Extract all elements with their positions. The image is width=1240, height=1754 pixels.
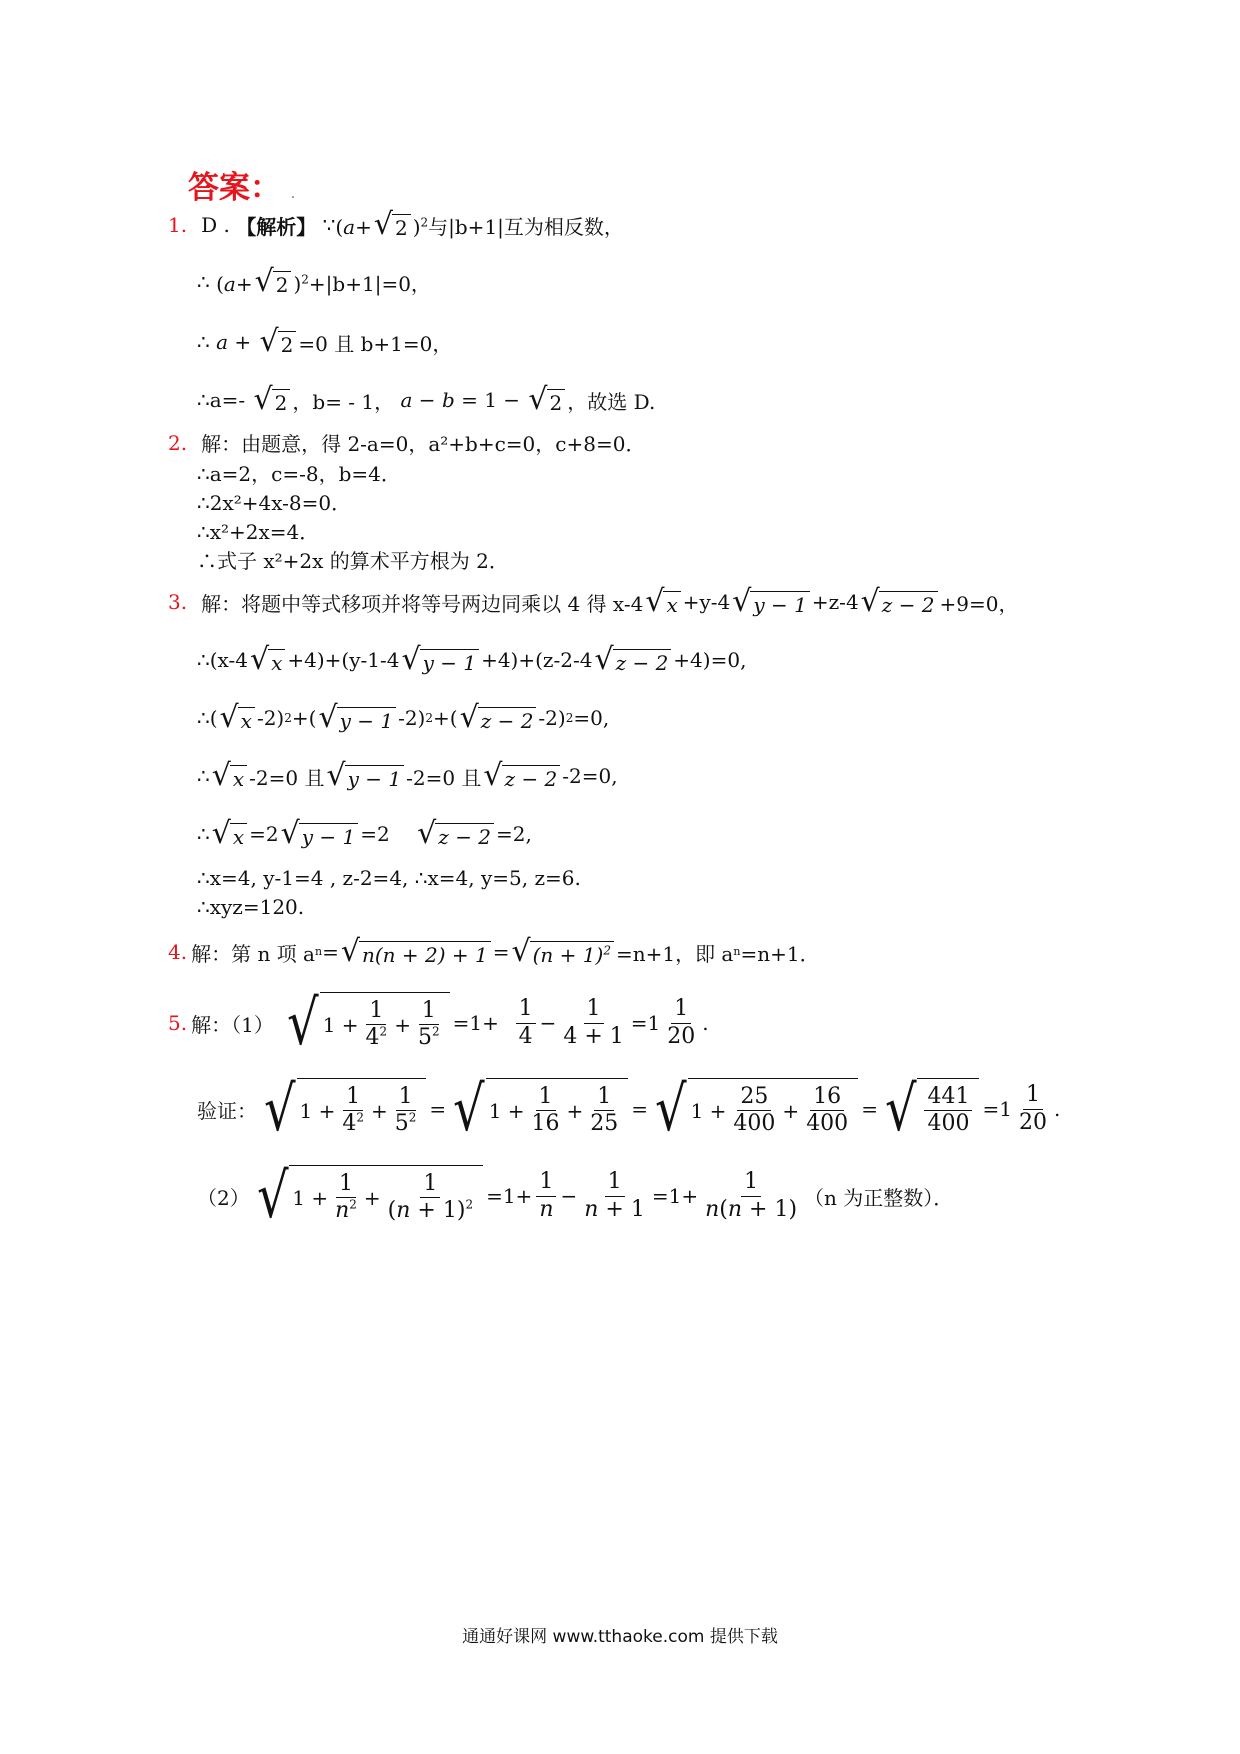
q3-line-2: ∴(x-4 √ x +4)+(y-1-4 √ y − 1 +4)+(z-2-4 √ z − 2 +4)=0, xyxy=(197,642,747,677)
q2-line-5: ∴式子 x²+2x 的算术平方根为 2． xyxy=(197,549,509,573)
q1-line-3: ∴ a + √ 2 =0 且 b+1=0， xyxy=(197,324,453,359)
q2-number: 2. xyxy=(168,430,188,455)
q5-number: 5. xyxy=(168,1011,188,1035)
q5-line-3: （2） √ 1 + $\frac{1}{n^2}$ + $\frac{1}{(n + 1)^2}$ =1+ $\frac{1}{n}$ − $\frac{1}{n + 1}$ =1+ $\frac{1}{n(n + 1)}$ （n 为正整数）． xyxy=(197,1159,954,1232)
q4-number: 4. xyxy=(168,940,188,964)
q1-line-1: 1. D . 【解析】 ∵ (a+ √ 2 )$^2$ 与|b+1|互为相反数， xyxy=(168,207,624,242)
q1-number: 1. xyxy=(168,213,188,237)
q2-line-3: ∴2x²+4x-8=0． xyxy=(197,491,352,515)
q3-line-5: ∴ √ x =2 √ y − 1 =2 √ z − 2 =2, xyxy=(197,816,532,851)
q1-line-4: ∴a=- √ 2 ，b= - 1， a − b = 1 − √ 2 ，故选 D. xyxy=(197,382,656,417)
q2-line-2: ∴a=2，c=-8，b=4． xyxy=(197,462,401,486)
q5-line-2: 验证： √ 1 + $\frac{1}{4^2}$ + $\frac{1}{5^2}$ = √ 1 + $\frac{1}{16}$ + $\frac{1}{25}$ = √ 1 + $\frac{25}{400}$ + $\frac{16}{400}$ = √ $\frac{441}{400}$ =1 $\frac{1}{20}$ . xyxy=(197,1072,1061,1145)
q4-line-1: 4. 解：第 n 项 a n = √ n(n + 2) + 1 = √ $(n + 1)^2$ =n+1，即 a n =n+1． xyxy=(168,934,820,969)
q2-line-4: ∴x²+2x=4． xyxy=(197,520,320,544)
q3-line-7: ∴xyz=120. xyxy=(197,895,305,919)
footer: 通通好课网 www.tthaoke.com 提供下载 xyxy=(462,1627,778,1647)
answer-title: 答案： . xyxy=(188,170,295,206)
q3-number: 3. xyxy=(168,590,188,614)
q3-line-4: ∴ √ x -2=0 且 √ y − 1 -2=0 且 √ z − 2 -2=0, xyxy=(197,758,618,793)
q5-line-1: 5. 解：（1） √ 1 + $\frac{1}{4^2}$ + $\frac{1}{5^2}$ =1+ $\frac{1}{4}$ − $\frac{1}{4 + 1}$ =1 $\frac{1}{20}$ . xyxy=(168,986,709,1059)
q2-line-1: 2. 解：由题意，得 2-a=0，a²+b+c=0，c+8=0． xyxy=(168,430,646,456)
q3-line-3: ∴( √ x -2) 2 +( √ y − 1 -2) 2 +( √ z − 2 -2) 2 =0, xyxy=(197,700,610,735)
q3-line-1: 3. 解：将题中等式移项并将等号两边同乘以 4 得 x-4 √ x +y-4 √ y − 1 +z-4 √ z − 2 +9=0， xyxy=(168,584,1019,619)
q3-line-6: ∴x=4, y-1=4 , z-2=4, ∴x=4, y=5, z=6. xyxy=(197,866,581,890)
q1-line-2: ∴ (a+ √ 2 )$^2$ +|b+1|=0， xyxy=(197,264,431,299)
q1-expr-1: (a+ √ 2 )$^2$ xyxy=(335,207,429,242)
